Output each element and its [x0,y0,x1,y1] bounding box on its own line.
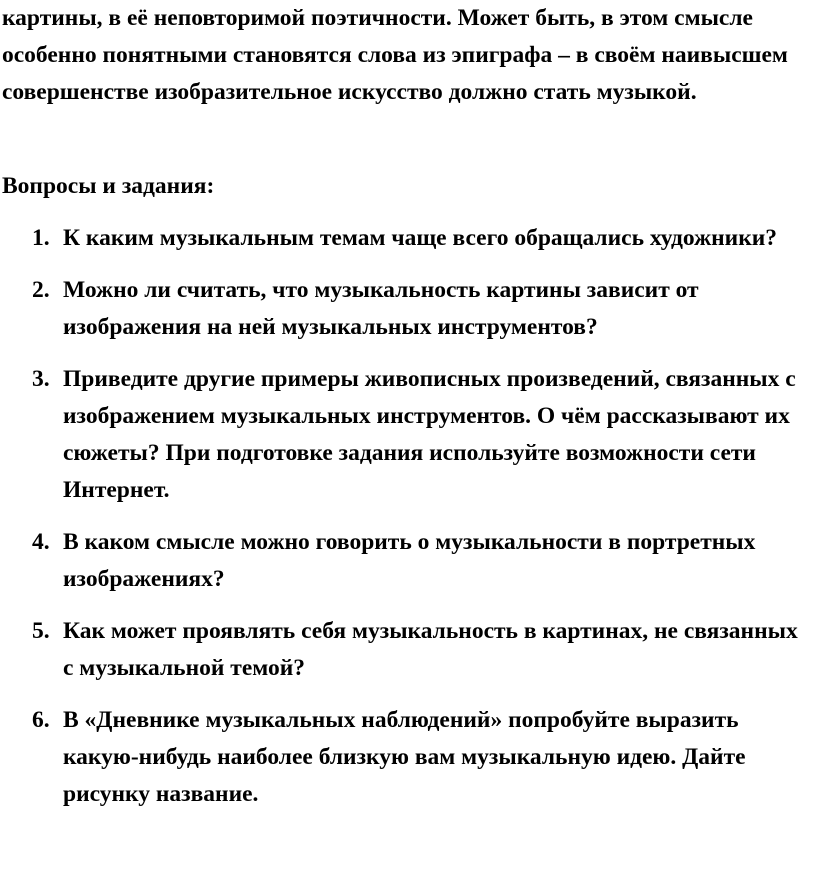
question-item [0,524,816,598]
question-list [0,220,816,828]
question-number: 3. [32,366,50,392]
question-number: 2. [32,277,50,303]
question-text: В «Дневнике музыкальных наблюдений» попробуйте выразить какую-нибудь наиболее близкую вам музыкальную идею. Дайте рисунку название. [63,707,746,807]
question-number: 6. [32,707,50,733]
question-text: В каком смысле можно говорить о музыкальности в портретных изображениях? [63,529,756,592]
question-item [0,361,816,509]
question-text: Можно ли считать, что музыкальность картины зависит от изображения на ней музыкальных инструментов? [63,277,699,340]
intro-paragraph: картины, в её неповторимой поэтичности. Может быть, в этом смысле особенно понятными становятся слова из эпиграфа – в своём наивысшем совершенстве изобразительное искусство должно стать музыкой. [2,5,788,105]
question-item [0,613,816,687]
question-number: 4. [32,529,50,555]
question-item [0,272,816,346]
section-heading: Вопросы и задания: [2,173,215,199]
question-text: К каким музыкальным темам чаще всего обращались художники? [63,225,778,251]
question-number: 1. [32,225,50,251]
question-item [0,220,816,257]
question-text: Приведите другие примеры живописных произведений, связанных с изображением музыкальных инструментов. О чём рассказывают их сюжеты? При подготовке задания используйте возможности сети Интернет. [63,366,796,503]
question-item [0,702,816,813]
question-number: 5. [32,618,50,644]
question-text: Как может проявлять себя музыкальность в картинах, не связанных с музыкальной темой? [63,618,798,681]
